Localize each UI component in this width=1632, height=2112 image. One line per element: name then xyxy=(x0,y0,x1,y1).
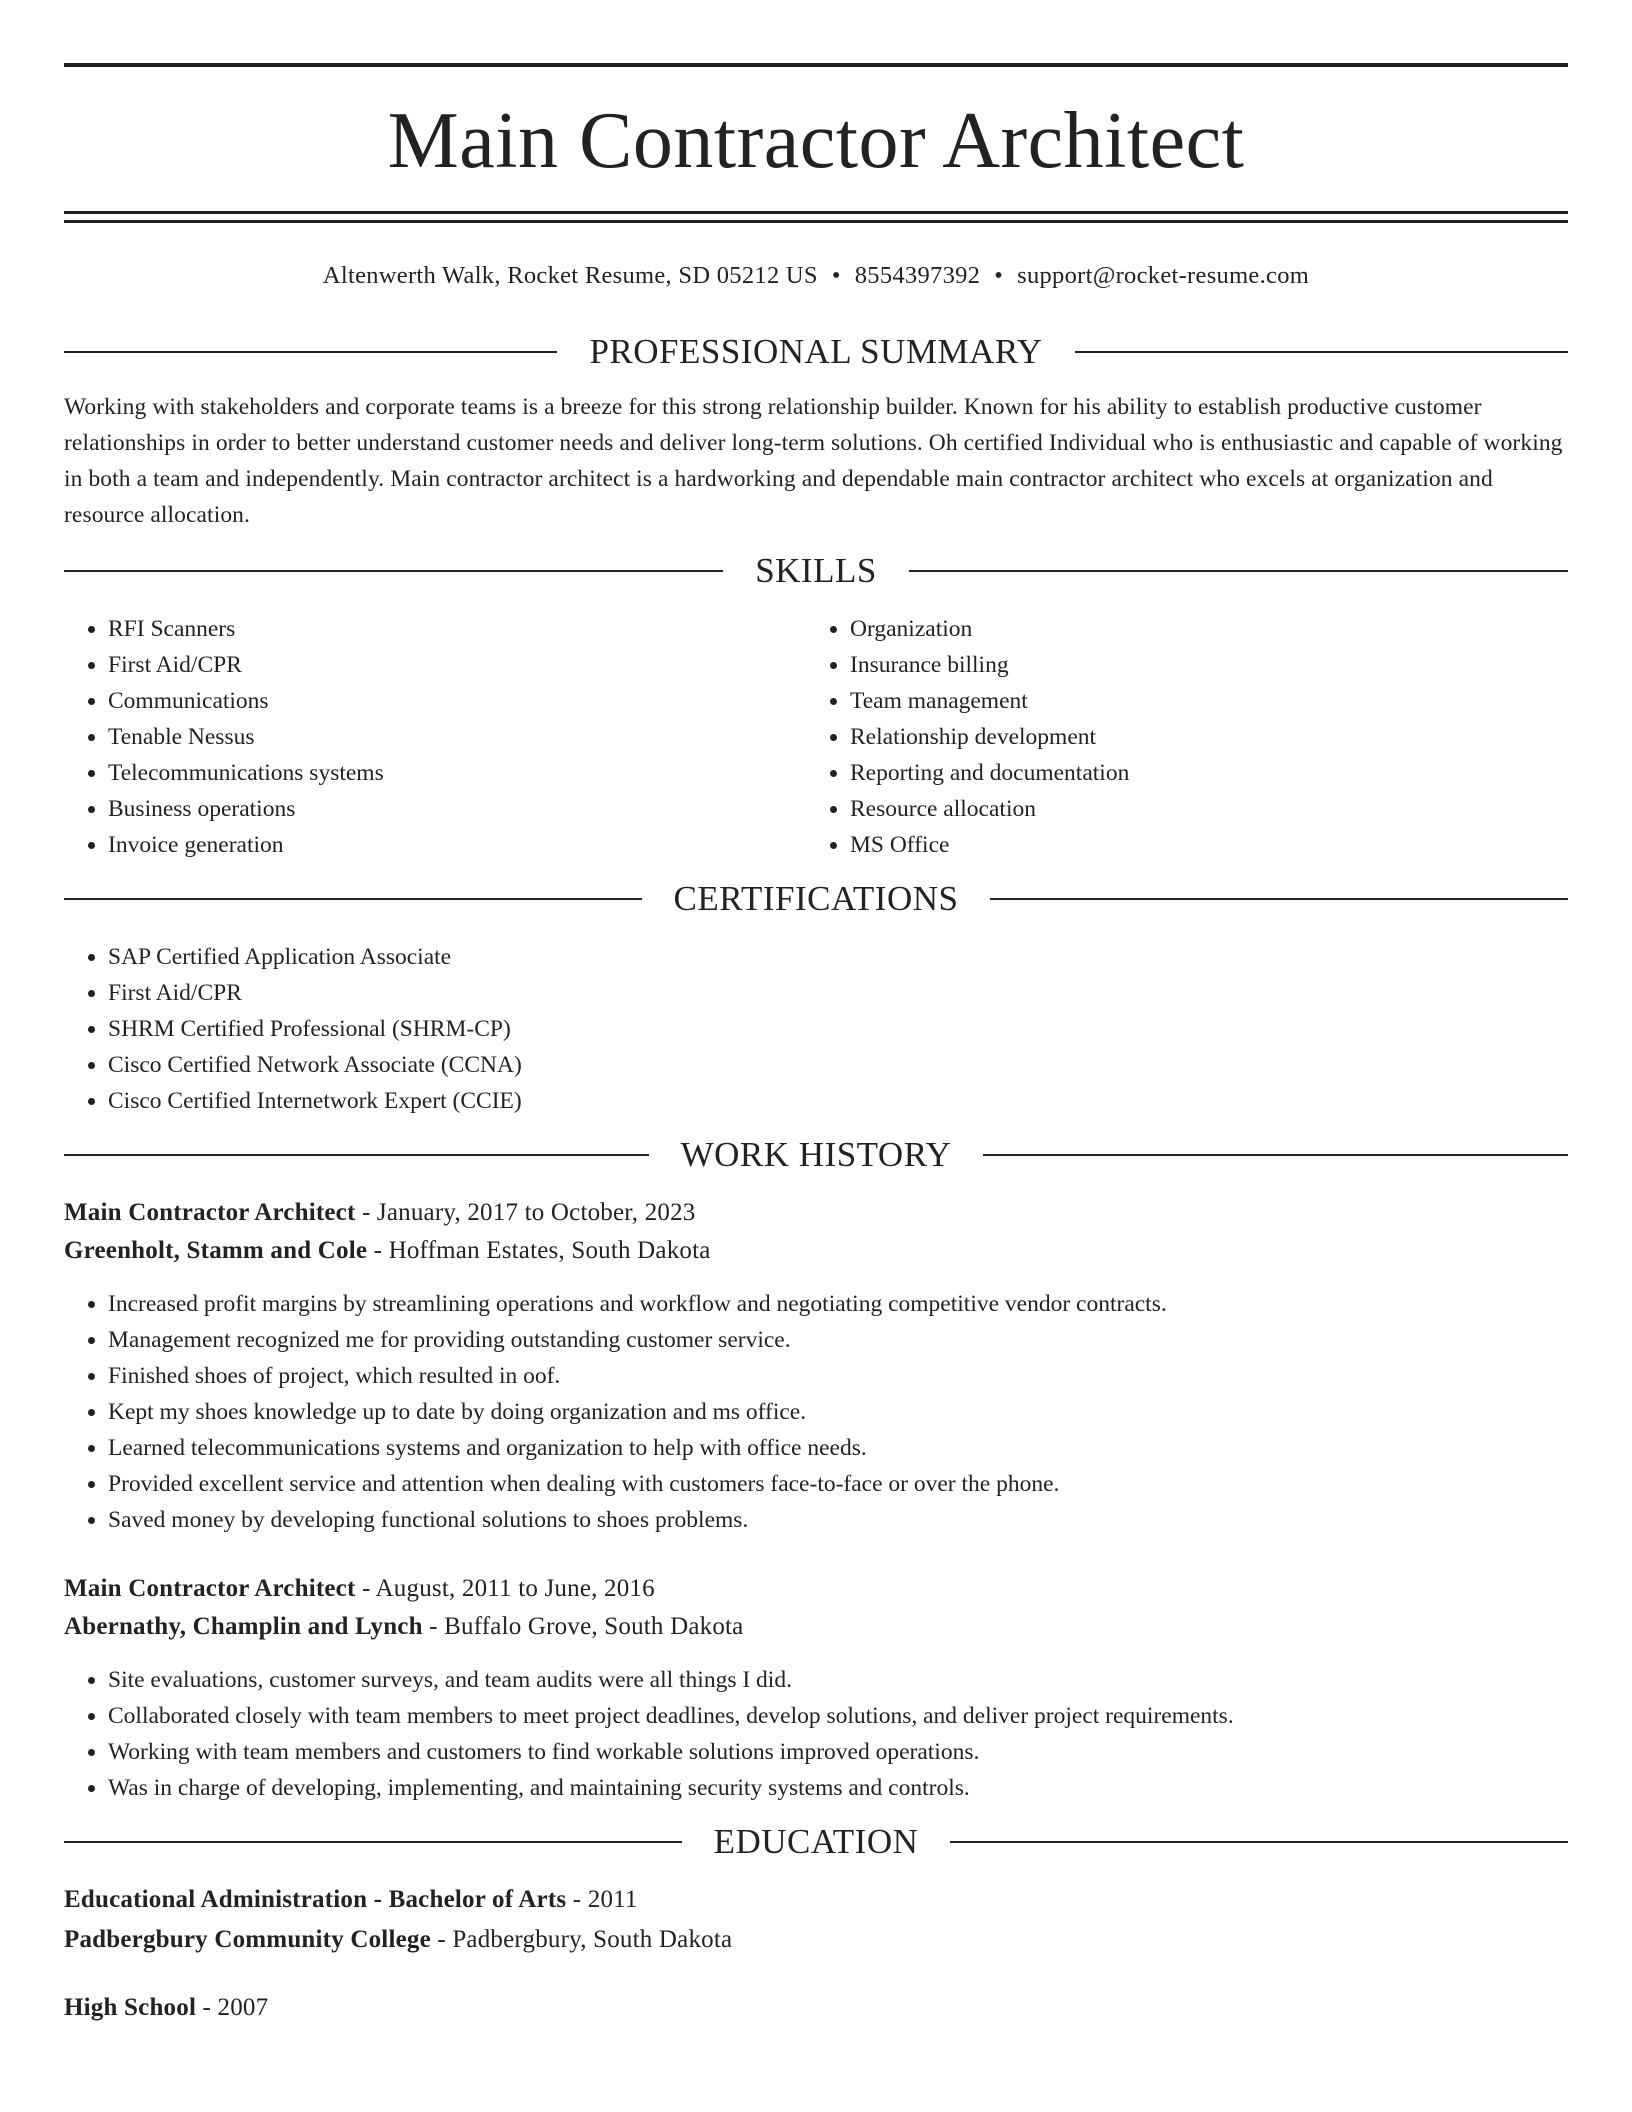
job-title: Main Contractor Architect xyxy=(64,1199,356,1226)
contact-email: support@rocket-resume.com xyxy=(1017,262,1310,289)
section-rule xyxy=(909,570,1568,572)
section-rule xyxy=(64,570,723,572)
title-rule-lower xyxy=(64,220,1568,223)
skill-item: • Resource allocation xyxy=(850,791,1548,827)
section-header-summary xyxy=(64,332,1568,372)
contact-phone: 8554397392 xyxy=(854,262,981,289)
section-header-certifications xyxy=(64,879,1568,919)
job-bullet: • Provided excellent service and attention when dealing with customers face-to-face or over the phone. xyxy=(108,1466,1568,1502)
certifications-list xyxy=(64,939,1568,1119)
section-title: WORK HISTORY xyxy=(680,1135,952,1174)
section-rule xyxy=(990,898,1568,900)
job-title-line xyxy=(64,1194,1568,1232)
education-year: - 2011 xyxy=(566,1886,638,1913)
section-title: EDUCATION xyxy=(713,1822,919,1861)
section-header-work-history xyxy=(64,1135,1568,1175)
job-bullet: • Increased profit margins by streamlining operations and workflow and negotiating competitive vendor contracts. xyxy=(108,1286,1568,1322)
job-bullet: • Kept my shoes knowledge up to date by doing organization and ms office. xyxy=(108,1394,1568,1430)
section-header-skills xyxy=(64,551,1568,591)
skills-column-right xyxy=(806,611,1548,863)
job-title: Main Contractor Architect xyxy=(64,1575,356,1602)
education-entry xyxy=(64,1989,1568,2027)
job-bullet: • Collaborated closely with team members to meet project deadlines, develop solutions, and deliver project requirements. xyxy=(108,1698,1568,1734)
skills-column-left xyxy=(64,611,806,863)
skill-item: • Communications xyxy=(108,683,806,719)
section-rule xyxy=(1075,351,1568,353)
job-company: Abernathy, Champlin and Lynch xyxy=(64,1613,423,1640)
education-location: - Padbergbury, South Dakota xyxy=(430,1926,733,1953)
education-entry xyxy=(64,1881,1568,1959)
job-bullet: • Saved money by developing functional solutions to shoes problems. xyxy=(108,1502,1568,1538)
job-entry xyxy=(64,1570,1568,1806)
contact-line xyxy=(64,261,1568,291)
certification-item: • SHRM Certified Professional (SHRM-CP) xyxy=(108,1011,1568,1047)
skill-item: • Invoice generation xyxy=(108,827,806,863)
job-dates: - August, 2011 to June, 2016 xyxy=(355,1575,655,1602)
job-company: Greenholt, Stamm and Cole xyxy=(64,1237,368,1264)
section-rule xyxy=(950,1841,1568,1843)
contact-separator: • xyxy=(994,262,1004,289)
education-year: - 2007 xyxy=(196,1994,269,2021)
job-bullet: • Working with team members and customers to find workable solutions improved operations. xyxy=(108,1734,1568,1770)
job-location: - Buffalo Grove, South Dakota xyxy=(422,1613,744,1640)
job-bullet: • Finished shoes of project, which resulted in oof. xyxy=(108,1358,1568,1394)
certification-item: • First Aid/CPR xyxy=(108,975,1568,1011)
education-degree-line xyxy=(64,1989,1568,2027)
skills-list xyxy=(64,611,1568,863)
skill-item: • Organization xyxy=(850,611,1548,647)
title-rule-upper xyxy=(64,211,1568,214)
job-bullet: • Site evaluations, customer surveys, and team audits were all things I did. xyxy=(108,1662,1568,1698)
skill-item: • Relationship development xyxy=(850,719,1548,755)
skill-item: • Business operations xyxy=(108,791,806,827)
section-title: CERTIFICATIONS xyxy=(673,879,959,918)
section-rule xyxy=(64,1841,682,1843)
section-rule xyxy=(64,898,642,900)
job-bullets xyxy=(64,1662,1568,1806)
section-header-education xyxy=(64,1822,1568,1862)
education-school: Padbergbury Community College xyxy=(64,1926,431,1953)
job-company-line xyxy=(64,1608,1568,1646)
skill-item: • Insurance billing xyxy=(850,647,1548,683)
section-rule xyxy=(64,1154,649,1156)
section-rule xyxy=(983,1154,1568,1156)
job-bullet: • Management recognized me for providing outstanding customer service. xyxy=(108,1322,1568,1358)
job-bullet: • Learned telecommunications systems and organization to help with office needs. xyxy=(108,1430,1568,1466)
section-title: SKILLS xyxy=(755,551,877,590)
job-location: - Hoffman Estates, South Dakota xyxy=(367,1237,711,1264)
education-school-line xyxy=(64,1921,1568,1959)
job-company-line xyxy=(64,1232,1568,1270)
certification-item: • SAP Certified Application Associate xyxy=(108,939,1568,975)
summary-text: Working with stakeholders and corporate teams is a breeze for this strong relationship builder. Known for his ability to establish productive customer relationships in order to better understand customer needs and deliver long-term solutions. Oh certified Individual who is enthusiastic and capable of working in both a team and independently. Main contractor architect is a hardworking and dependable main contractor architect who excels at organization and resource allocation. xyxy=(64,394,1563,528)
resume-name: Main Contractor Architect xyxy=(387,97,1245,185)
section-rule xyxy=(64,351,557,353)
skill-item: • MS Office xyxy=(850,827,1548,863)
job-dates: - January, 2017 to October, 2023 xyxy=(355,1199,696,1226)
certification-item: • Cisco Certified Network Associate (CCNA) xyxy=(108,1047,1568,1083)
skill-item: • RFI Scanners xyxy=(108,611,806,647)
contact-separator: • xyxy=(831,262,841,289)
resume-page xyxy=(64,0,1568,2027)
job-entry xyxy=(64,1194,1568,1538)
job-title-line xyxy=(64,1570,1568,1608)
skill-item: • Tenable Nessus xyxy=(108,719,806,755)
job-bullets xyxy=(64,1286,1568,1538)
skill-item: • Reporting and documentation xyxy=(850,755,1548,791)
contact-address: Altenwerth Walk, Rocket Resume, SD 05212 US xyxy=(322,262,818,289)
skill-item: • Team management xyxy=(850,683,1548,719)
education-degree: Educational Administration - Bachelor of Arts xyxy=(64,1886,567,1913)
section-title: PROFESSIONAL SUMMARY xyxy=(589,332,1043,371)
certification-item: • Cisco Certified Internetwork Expert (CCIE) xyxy=(108,1083,1568,1119)
education-degree: High School xyxy=(64,1994,197,2021)
job-bullet: • Was in charge of developing, implementing, and maintaining security systems and controls. xyxy=(108,1770,1568,1806)
skill-item: • Telecommunications systems xyxy=(108,755,806,791)
skill-item: • First Aid/CPR xyxy=(108,647,806,683)
education-degree-line xyxy=(64,1881,1568,1919)
